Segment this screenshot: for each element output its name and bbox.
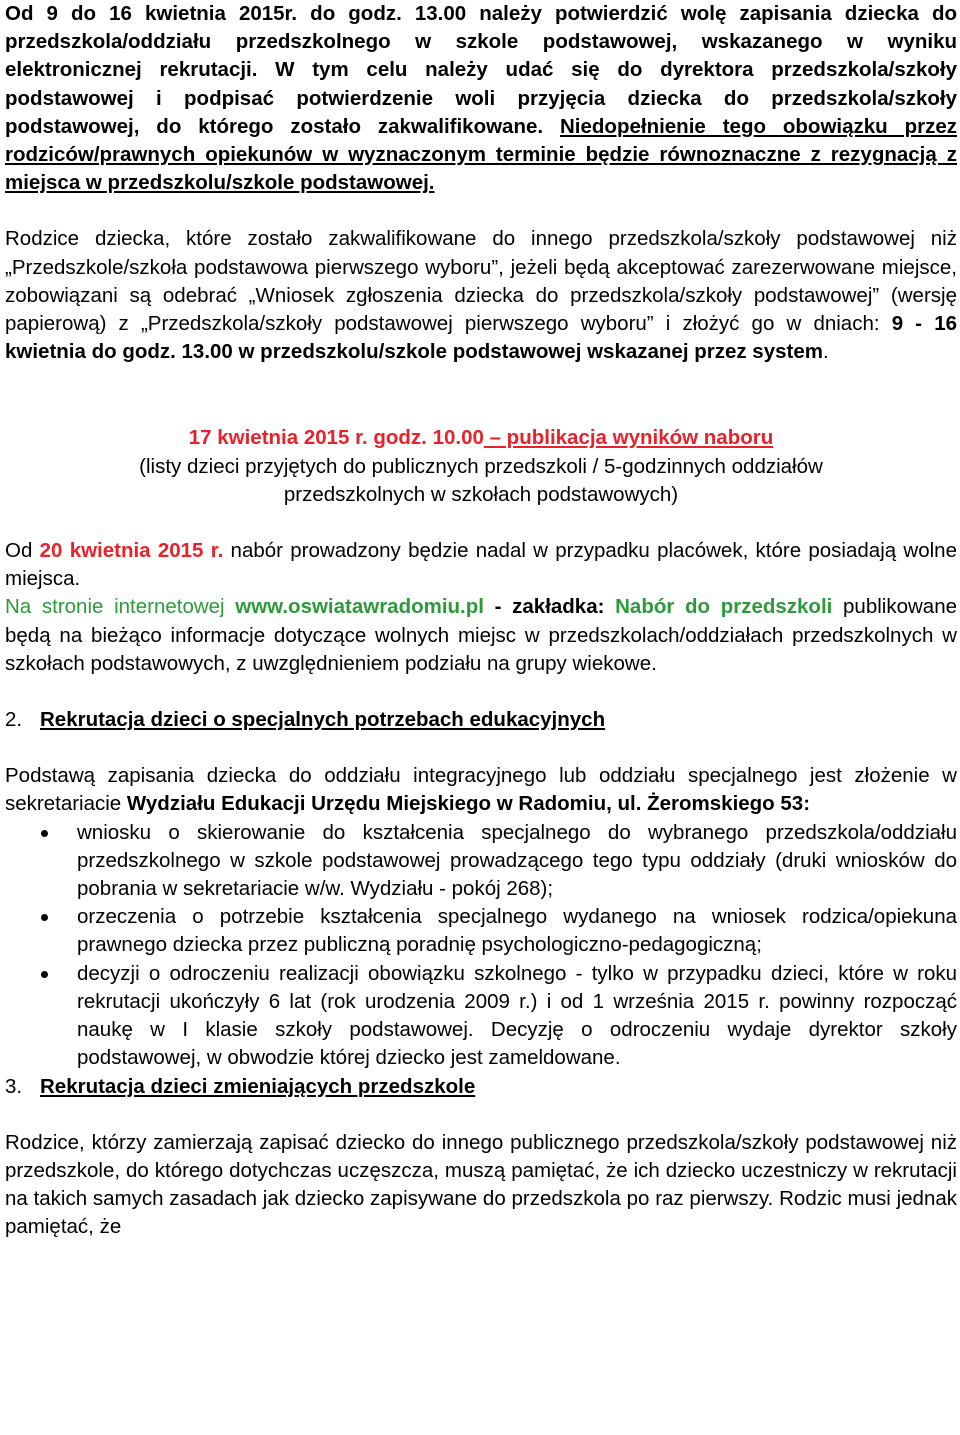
list-item: wniosku o skierowanie do kształcenia specjalnego do wybranego przedszkola/oddziału przedszkolnego w szkole podstawowej prowadzącego tego typu oddziały (druki wniosków do pobrania w sekretariacie w/w. Wydziału - pokój 268); <box>5 819 957 904</box>
publication-announcement <box>5 424 957 452</box>
confirmation-intro: Od 9 do 16 kwietnia 2015r. do godz. 13.00 należy potwierdzić wolę zapisania dziecka do przedszkola/oddziału przedszkolnego w szkole podstawowej, wskazanego w wyniku elektronicznej rekrutacji. W tym celu należy udać się do dyrektora przedszkola/szkoły podstawowej i podpisać potwierdzenie woli przyjęcia dziecka do przedszkola/szkoły podstawowej, do którego zostało zakwalifikowane. <box>5 2 957 138</box>
tab-name: Nabór do przedszkoli <box>615 595 833 619</box>
list-item: decyzji o odroczeniu realizacji obowiązku szkolnego - tylko w przypadku dzieci, które w roku rekrutacji ukończyły 6 lat (rok urodzenia 2009 r.) i od 1 września 2015 r. powinny rozpocząć naukę w I klasie szkoły podstawowej. Decyzję o odroczeniu wydaje dyrektor szkoły podstawowej, w obwodzie której dziecko jest zameldowane. <box>5 960 957 1073</box>
publication-line-3: przedszkolnych w szkołach podstawowych) <box>283 482 679 506</box>
bullet-icon <box>41 971 48 978</box>
section-2-title: Rekrutacja dzieci o specjalnych potrzebach edukacyjnych <box>40 708 606 732</box>
section-3-heading <box>5 1073 957 1101</box>
section-2-intro: Podstawą zapisania dziecka do oddziału integracyjnego lub oddziału specjalnego jest złożenie w sekretariacie Wydziału Edukacji Urzędu Miejskiego w Radomiu, ul. Żeromskiego 53: <box>5 764 957 816</box>
section-2-number: 2. <box>5 708 23 732</box>
alternative-text: Rodzice dziecka, które zostało zakwalifikowane do innego przedszkola/szkoły podstawowej niż „Przedszkole/szkoła podstawowa pierwszego wyboru”, jeżeli będą akceptować zarezerwowane miejsce, zobowiązani są odebrać „Wniosek zgłoszenia dziecka do przedszkola/szkoły podstawowej” (wersję papierową) z „Przedszkola/szkoły podstawowej pierwszego wyboru” i złożyć go w dniach: <box>5 227 957 336</box>
bullet-icon <box>41 914 48 921</box>
publication-title: – publikacja wyników naboru <box>483 426 774 450</box>
section-3-title: Rekrutacja dzieci zmieniających przedszkole <box>40 1074 476 1098</box>
department-address: Wydziału Edukacji Urzędu Miejskiego w Radomiu, ul. Żeromskiego 53: <box>126 792 811 816</box>
bullet-icon <box>41 830 48 837</box>
confirmation-paragraph <box>5 0 957 197</box>
publication-date: 17 kwietnia 2015 r. godz. 10.00 <box>188 426 484 450</box>
required-documents-list <box>5 819 957 1073</box>
website-prefix: Na stronie internetowej <box>5 595 236 619</box>
alternative-dates: 9 - 16 kwietnia do godz. 13.00 w przedszkolu/szkole podstawowej wskazanej przez system <box>5 312 958 364</box>
website-link[interactable]: www.oswiatawradomiu.pl <box>235 595 484 619</box>
website-paragraph: Na stronie internetowej www.oswiatawradomiu.pl - zakładka: Nabór do przedszkoli publikowane będą na bieżąco informacje dotyczące wolnych miejsc w przedszkolach/oddziałach przedszkolnych w szkołach podstawowych, z uwzględnieniem podziału na grupy wiekowe. <box>5 595 957 675</box>
confirmation-warning: Niedopełnienie tego obowiązku przez rodziców/prawnych opiekunów w wyznaczonym terminie będzie równoznaczne z rezygnacją z miejsca w przedszkolu/szkole podstawowej. <box>5 114 957 195</box>
publication-line-2: (listy dzieci przyjętych do publicznych przedszkoli / 5-godzinnych oddziałów <box>139 454 823 478</box>
tab-label: - zakładka: <box>483 595 616 619</box>
continued-date: 20 kwietnia 2015 r. <box>39 539 224 563</box>
section-2-heading <box>5 706 957 734</box>
continued-recruitment-paragraph: Od 20 kwietnia 2015 r. nabór prowadzony będzie nadal w przypadku placówek, które posiadają wolne miejsca. <box>5 539 957 591</box>
list-item: orzeczenia o potrzebie kształcenia specjalnego wydanego na wniosek rodzica/opiekuna prawnego dziecka przez publiczną poradnię psychologiczno-pedagogiczną; <box>5 903 957 959</box>
alternative-kindergarten-paragraph: Rodzice dziecka, które zostało zakwalifikowane do innego przedszkola/szkoły podstawowej niż „Przedszkole/szkoła podstawowa pierwszego wyboru”, jeżeli będą akceptować zarezerwowane miejsce, zobowiązani są odebrać „Wniosek zgłoszenia dziecka do przedszkola/szkoły podstawowej” (wersję papierową) z „Przedszkola/szkoły podstawowej pierwszego wyboru” i złożyć go w dniach: 9 - 16 kwietnia do godz. 13.00 w przedszkolu/szkole podstawowej wskazanej przez system. <box>5 227 958 364</box>
section-3-paragraph: Rodzice, którzy zamierzają zapisać dziecko do innego publicznego przedszkola/szkoły podstawowej niż przedszkole, do którego dotychczas uczęszcza, muszą pamiętać, że ich dziecko uczestniczy w rekrutacji na takich samych zasadach jak dziecko zapisywane do przedszkola po raz pierwszy. Rodzic musi jednak pamiętać, że <box>5 1130 957 1239</box>
section-3-number: 3. <box>5 1074 23 1098</box>
